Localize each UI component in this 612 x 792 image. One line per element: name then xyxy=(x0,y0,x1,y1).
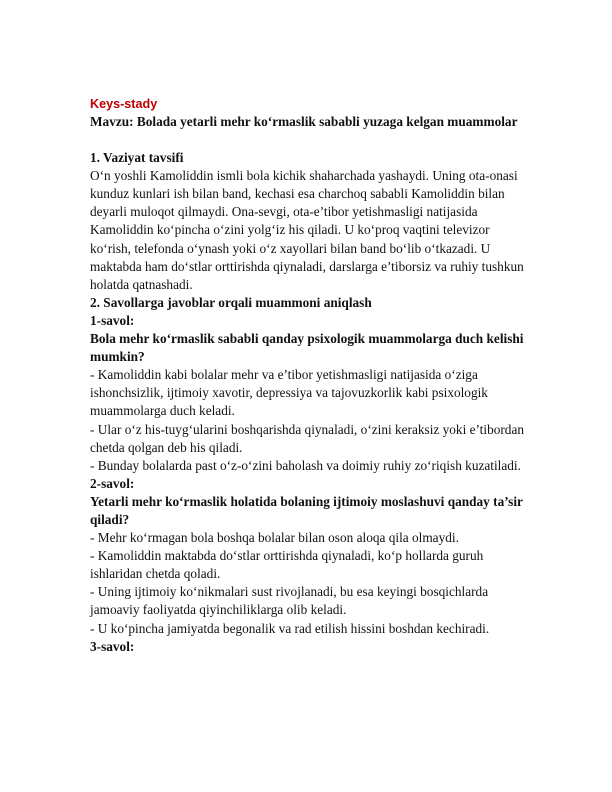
section-heading: Bola mehr ko‘rmaslik sababli qanday psixologik muammolarga duch kelishi mumkin? xyxy=(90,331,524,365)
paragraph: - Kamoliddin maktabda do‘stlar orttirishda qiynaladi, ko‘p hollarda guruh ishlaridan chetda qoladi. xyxy=(90,548,484,582)
document-label: Keys-stady xyxy=(90,97,158,111)
document-topic: Mavzu: Bolada yetarli mehr ko‘rmaslik sababli yuzaga kelgan muammolar xyxy=(90,114,518,129)
section-heading: 1-savol: xyxy=(90,312,135,328)
blank-line xyxy=(90,131,530,149)
section-heading: 2-savol: xyxy=(90,475,135,491)
paragraph: - Uning ijtimoiy ko‘nikmalari sust rivojlanadi, bu esa keyingi bosqichlarda jamoaviy faoliyatda qiyinchiliklarga olib keladi. xyxy=(90,584,489,618)
section-heading: 2. Savollarga javoblar orqali muammoni aniqlash xyxy=(90,294,372,310)
paragraph: - Kamoliddin kabi bolalar mehr va e’tibor yetishmasligi natijasida o‘ziga ishonchsizlik, ijtimoiy xavotir, depressiya va tajovuzkorlik kabi psixologik muammolarga duch keladi. xyxy=(90,367,488,419)
section-heading: 3-savol: xyxy=(90,638,135,654)
paragraph: - U ko‘pincha jamiyatda begonalik va rad etilish hissini boshdan kechiradi. xyxy=(90,620,490,636)
document-blocks xyxy=(90,149,530,656)
section-heading: Yetarli mehr ko‘rmaslik holatida bolaning ijtimoiy moslashuvi qanday ta’sir qiladi? xyxy=(90,493,523,527)
paragraph: - Bunday bolalarda past o‘z-o‘zini baholash va doimiy ruhiy zo‘riqish kuzatiladi. xyxy=(90,457,521,473)
section-heading: 1. Vaziyat tavsifi xyxy=(90,150,184,166)
document-body xyxy=(90,96,530,656)
paragraph: O‘n yoshli Kamoliddin ismli bola kichik shaharchada yashaydi. Uning ota-onasi kunduz kunlari ish bilan band, kechasi esa charchoq sababli Kamoliddin bilan deyarli muloqot qilmaydi. Ona-sevgi, ota-e’tibor yetishmasligi natijasida Kamoliddin ko‘pincha o‘zini yolg‘iz his qiladi. U ko‘proq vaqtini televizor ko‘rish, telefonda o‘ynash yoki o‘z xayollari bilan band bo‘lib o‘tkazadi. U maktabda ham do‘stlar orttirishda qiynaladi, darslarga e’tiborsiz va ruhiy tushkun holatda qatnashadi. xyxy=(90,168,524,292)
paragraph: - Mehr ko‘rmagan bola boshqa bolalar bilan oson aloqa qila olmaydi. xyxy=(90,530,459,546)
paragraph: - Ular o‘z his-tuyg‘ularini boshqarishda qiynaladi, o‘zini keraksiz yoki e’tibordan chetda qolgan deb his qiladi. xyxy=(90,421,524,455)
